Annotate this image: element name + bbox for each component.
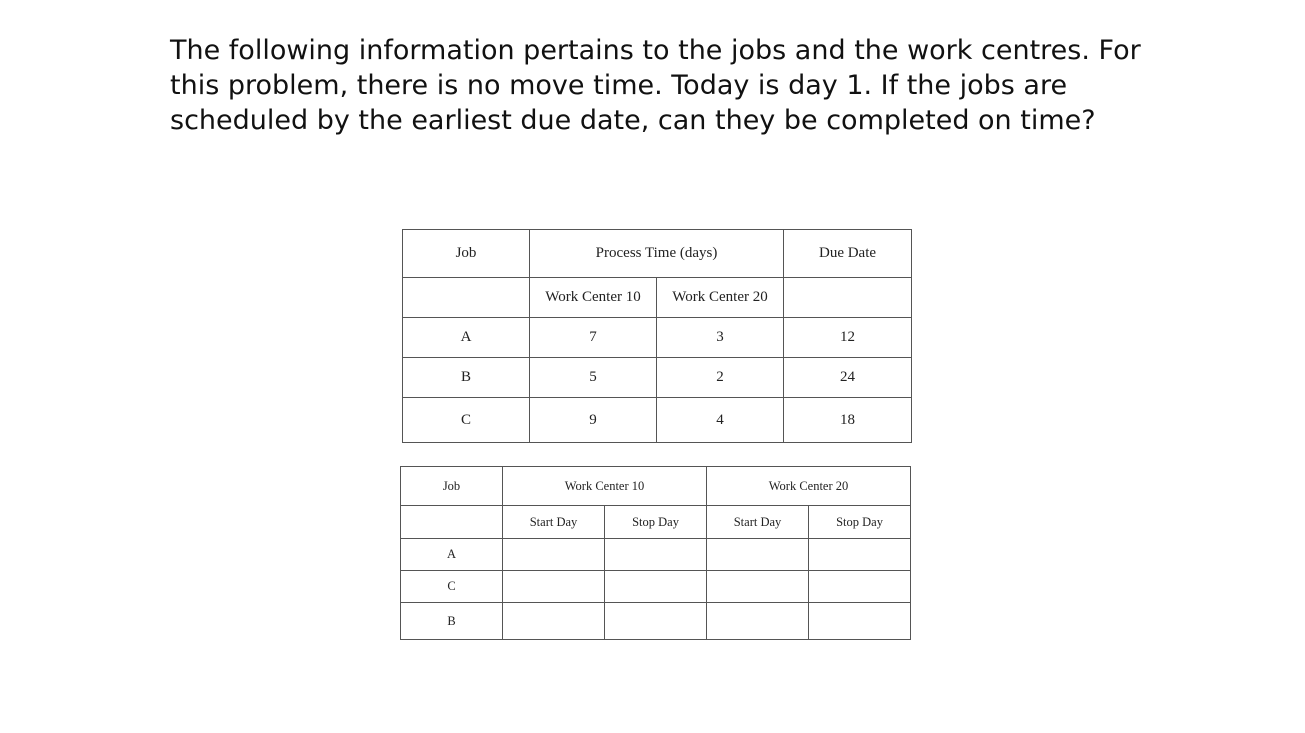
header-due-date: Due Date	[784, 230, 912, 278]
wc20-start-cell[interactable]	[707, 603, 809, 640]
wc10-start-cell[interactable]	[503, 603, 605, 640]
wc20-time-cell: 4	[657, 398, 784, 443]
wc10-stop-cell[interactable]	[605, 571, 707, 603]
job-cell: A	[403, 318, 530, 358]
table-row	[403, 398, 912, 443]
header-wc10-start: Start Day	[503, 506, 605, 539]
wc10-start-cell[interactable]	[503, 539, 605, 571]
wc20-start-cell[interactable]	[707, 571, 809, 603]
header-wc20-start: Start Day	[707, 506, 809, 539]
question-text: The following information pertains to the jobs and the work centres. For this problem, there is no move time. Today is day 1. If the jobs are scheduled by the earliest due date, can they be completed on time?	[170, 35, 1141, 136]
header-job: Job	[403, 230, 530, 278]
job-cell: B	[403, 358, 530, 398]
schedule-table	[400, 466, 911, 640]
wc10-time-cell: 5	[530, 358, 657, 398]
due-date-cell: 24	[784, 358, 912, 398]
wc20-time-cell: 3	[657, 318, 784, 358]
process-time-table	[402, 229, 912, 443]
wc20-stop-cell[interactable]	[809, 603, 911, 640]
wc20-stop-cell[interactable]	[809, 571, 911, 603]
header-blank	[784, 278, 912, 318]
job-cell: B	[401, 603, 503, 640]
wc10-stop-cell[interactable]	[605, 539, 707, 571]
wc20-stop-cell[interactable]	[809, 539, 911, 571]
header-wc20: Work Center 20	[707, 467, 911, 506]
header-process-time: Process Time (days)	[530, 230, 784, 278]
job-cell: C	[403, 398, 530, 443]
header-blank	[403, 278, 530, 318]
wc20-start-cell[interactable]	[707, 539, 809, 571]
job-cell: A	[401, 539, 503, 571]
due-date-cell: 12	[784, 318, 912, 358]
header-blank	[401, 506, 503, 539]
table-row	[401, 571, 911, 603]
wc10-time-cell: 9	[530, 398, 657, 443]
header-wc10-stop: Stop Day	[605, 506, 707, 539]
table-row	[403, 358, 912, 398]
header-job: Job	[401, 467, 503, 506]
wc10-start-cell[interactable]	[503, 571, 605, 603]
table-row	[401, 603, 911, 640]
due-date-cell: 18	[784, 398, 912, 443]
table-row	[403, 318, 912, 358]
wc20-time-cell: 2	[657, 358, 784, 398]
job-cell: C	[401, 571, 503, 603]
wc10-time-cell: 7	[530, 318, 657, 358]
wc10-stop-cell[interactable]	[605, 603, 707, 640]
header-wc10: Work Center 10	[530, 278, 657, 318]
header-wc20-stop: Stop Day	[809, 506, 911, 539]
header-wc20: Work Center 20	[657, 278, 784, 318]
header-wc10: Work Center 10	[503, 467, 707, 506]
table-row	[401, 539, 911, 571]
